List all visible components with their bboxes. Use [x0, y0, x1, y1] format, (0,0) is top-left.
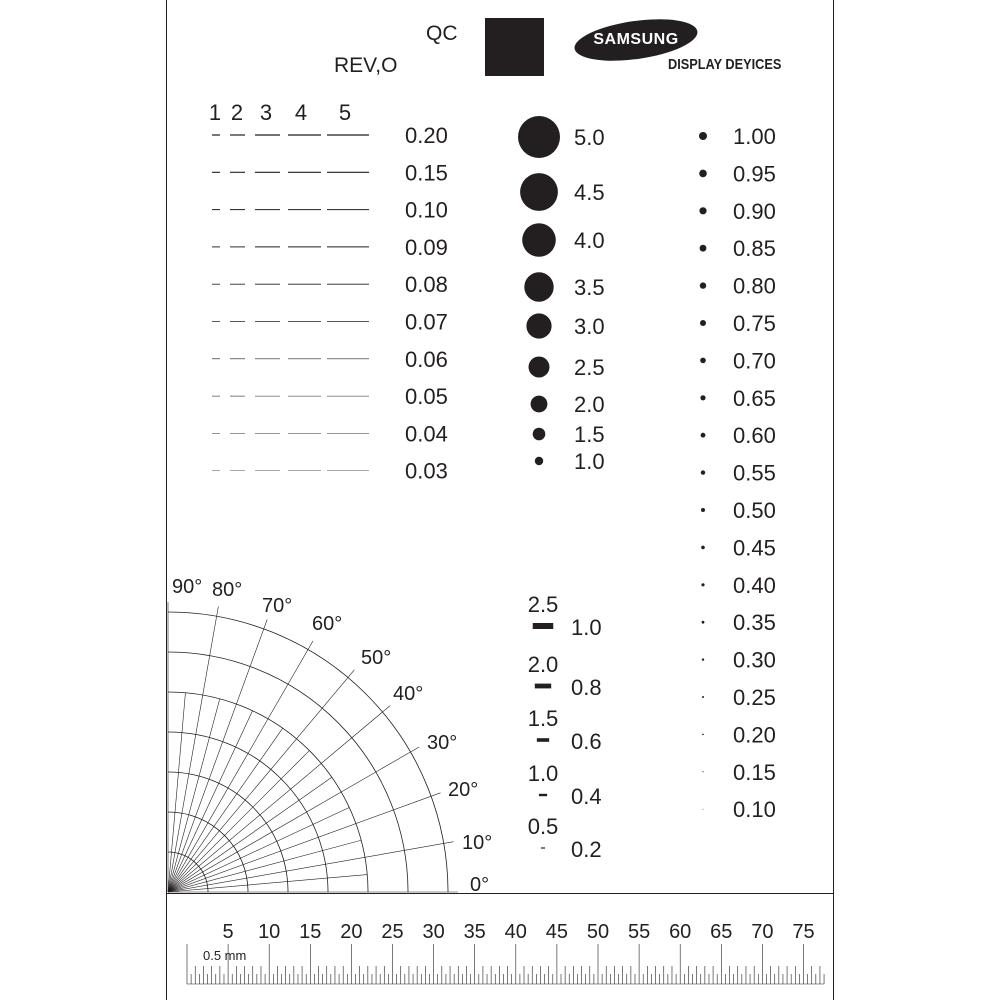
- small-dot: [700, 245, 707, 252]
- small-dot: [701, 508, 705, 512]
- small-dot: [702, 696, 704, 698]
- ruler-number: 45: [545, 921, 569, 943]
- line-column-number: 4: [294, 100, 308, 125]
- revision-label: REV,O: [334, 54, 398, 77]
- line-column-number: 5: [338, 100, 352, 125]
- rect-width-label: 0.8: [571, 675, 602, 700]
- ruler-number: 50: [586, 921, 610, 943]
- small-dot-label: 0.30: [733, 647, 776, 673]
- gauge-rectangle: [541, 847, 545, 848]
- large-dot: [529, 357, 550, 378]
- protractor-ray: [168, 840, 361, 892]
- rect-length-label: 1.0: [527, 761, 559, 786]
- large-dot: [533, 428, 546, 441]
- ruler-number: 5: [222, 921, 234, 943]
- small-dot-label: 0.95: [733, 161, 776, 187]
- gauge-rectangle: [537, 738, 549, 742]
- small-dot-label: 0.40: [733, 572, 776, 598]
- rect-width-label: 0.2: [571, 837, 602, 862]
- brand-subtitle: DISPLAY DEYICES: [668, 56, 782, 73]
- angle-label: 10°: [462, 832, 493, 854]
- large-dot-label: 3.0: [574, 314, 605, 339]
- large-dot-label: 2.0: [574, 392, 605, 417]
- ruler-number: 55: [627, 921, 651, 943]
- small-dot-label: 0.45: [733, 535, 776, 561]
- small-dot: [700, 395, 705, 400]
- ruler-number: 10: [258, 921, 281, 943]
- small-dot: [700, 358, 706, 364]
- large-dot: [531, 396, 548, 413]
- line-width-label: 0.20: [405, 123, 448, 148]
- small-dot: [702, 658, 704, 660]
- small-dot: [700, 282, 706, 288]
- small-dot-label: 0.50: [733, 498, 776, 523]
- line-column-number: 1: [208, 100, 222, 125]
- small-dot-label: 0.55: [733, 460, 776, 486]
- line-width-label: 0.05: [405, 384, 448, 410]
- angle-label: 80°: [212, 579, 243, 601]
- small-dot-label: 0.70: [733, 348, 776, 374]
- large-dot-label: 5.0: [574, 125, 605, 150]
- angle-label: 30°: [427, 732, 458, 754]
- rect-length-label: 2.5: [527, 592, 559, 617]
- small-dot: [703, 809, 704, 810]
- large-dot: [518, 116, 560, 158]
- ruler-number: 65: [710, 921, 733, 943]
- gauge-rectangle: [535, 684, 551, 689]
- small-dot: [702, 734, 704, 736]
- protractor-ray: [168, 641, 313, 892]
- line-width-label: 0.09: [405, 234, 448, 260]
- line-width-label: 0.03: [405, 458, 448, 484]
- rect-width-label: 0.6: [571, 729, 602, 754]
- angle-label: 90°: [172, 576, 203, 598]
- rect-length-label: 0.5: [527, 814, 559, 839]
- ruler-number: 35: [463, 921, 486, 943]
- ruler-number: 60: [669, 921, 692, 943]
- protractor-ray: [168, 875, 367, 892]
- ruler-number: 15: [299, 921, 322, 943]
- line-width-label: 0.15: [405, 160, 448, 186]
- small-dot-label: 0.85: [733, 236, 776, 262]
- line-width-label: 0.06: [405, 346, 448, 372]
- small-dot: [699, 170, 707, 178]
- large-dot: [522, 223, 556, 257]
- large-dot: [535, 457, 543, 465]
- small-dot-label: 0.60: [733, 423, 776, 449]
- ruler-number: 30: [422, 921, 445, 943]
- protractor-ray: [168, 747, 419, 892]
- ruler-number: 70: [751, 921, 774, 943]
- line-width-label: 0.04: [405, 421, 448, 447]
- rect-length-label: 1.5: [527, 706, 559, 731]
- angle-label: 40°: [393, 683, 424, 705]
- small-dot: [701, 470, 705, 474]
- small-dot: [701, 583, 704, 586]
- small-dot-label: 0.65: [733, 385, 776, 411]
- large-dot-label: 1.0: [574, 449, 605, 474]
- small-dot: [701, 546, 705, 550]
- small-dot: [702, 771, 703, 772]
- small-dot-label: 0.35: [733, 610, 776, 636]
- large-dot: [526, 313, 551, 338]
- ruler-unit-label: 0.5 mm: [203, 948, 247, 963]
- line-column-number: 3: [259, 100, 273, 125]
- small-dot-label: 0.75: [733, 311, 776, 336]
- ruler-number: 40: [504, 921, 527, 943]
- brand-name: SAMSUNG: [593, 31, 679, 48]
- gauge-rectangle: [539, 794, 547, 796]
- ruler-number: 20: [340, 921, 363, 943]
- angle-label: 20°: [448, 779, 479, 801]
- qc-label: QC: [426, 22, 458, 45]
- small-dot: [700, 320, 706, 326]
- line-width-label: 0.10: [405, 197, 448, 223]
- large-dot: [520, 173, 558, 211]
- gauge-rectangle: [533, 623, 554, 629]
- large-dot-label: 4.0: [574, 228, 605, 253]
- angle-label: 60°: [312, 613, 343, 635]
- small-dot-label: 0.15: [733, 759, 776, 785]
- angle-label: 70°: [262, 595, 293, 617]
- line-width-label: 0.07: [405, 309, 448, 335]
- small-dot: [701, 433, 706, 438]
- ruler-number: 75: [792, 921, 815, 943]
- small-dot: [702, 621, 705, 624]
- line-width-label: 0.08: [405, 272, 448, 298]
- ruler-number: 25: [381, 921, 404, 943]
- angle-label: 0°: [470, 874, 490, 896]
- protractor-ray: [168, 693, 185, 892]
- small-dot-label: 0.10: [733, 797, 776, 823]
- small-dot-label: 0.25: [733, 685, 776, 710]
- line-column-number: 2: [230, 100, 244, 125]
- small-dot-label: 0.90: [733, 198, 776, 224]
- small-dot-label: 0.80: [733, 273, 776, 299]
- large-dot-label: 4.5: [574, 180, 605, 205]
- large-dot-label: 2.5: [574, 355, 605, 380]
- small-dot-label: 0.20: [733, 722, 776, 748]
- rect-width-label: 0.4: [571, 784, 602, 809]
- angle-label: 50°: [361, 647, 392, 669]
- small-dot: [699, 207, 706, 214]
- small-dot-label: 1.00: [733, 124, 776, 149]
- large-dot-label: 3.5: [574, 275, 605, 300]
- large-dot: [524, 272, 553, 301]
- rect-length-label: 2.0: [527, 652, 559, 677]
- small-dot: [699, 132, 707, 140]
- protractor-ray: [168, 699, 220, 892]
- large-dot-label: 1.5: [574, 422, 605, 447]
- rect-width-label: 1.0: [571, 615, 602, 640]
